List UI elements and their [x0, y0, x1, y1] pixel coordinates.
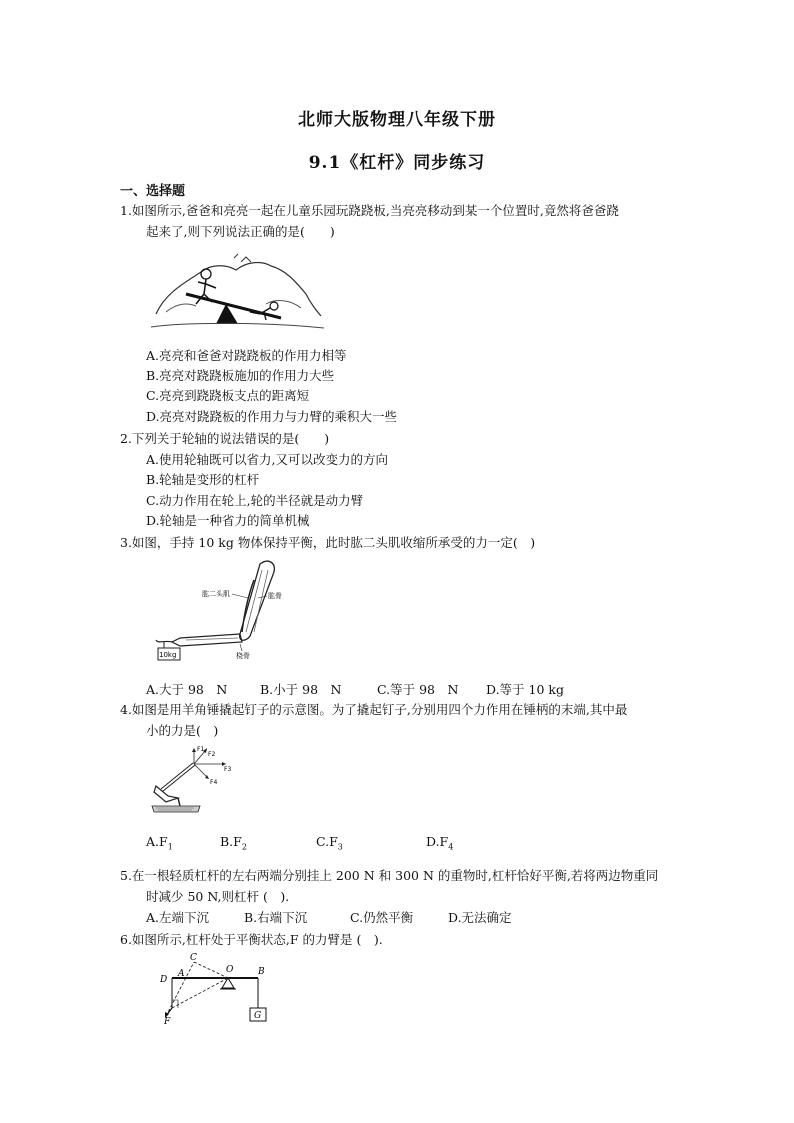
- weight-label: 10kg: [159, 651, 177, 659]
- question-5-option-c: C.仍然平衡: [350, 910, 414, 925]
- question-4-option-d: $D.F_4$: [426, 834, 454, 852]
- f1-label: F1: [197, 746, 205, 753]
- muscle-label: 肱二头肌: [202, 590, 230, 598]
- question-5-option-a: A.左端下沉: [146, 910, 210, 925]
- question-4-line1: 4.如图是用羊角锤撬起钉子的示意图。为了撬起钉子,分别用四个力作用在锤柄的末端,其中最: [120, 702, 628, 717]
- question-1-option-d: D.亮亮对跷跷板的作用力与力臂的乘积大一些: [146, 409, 398, 424]
- question-4-option-c: $C.F_3$: [316, 834, 343, 852]
- question-4-option-b: $B.F_2$: [220, 834, 247, 852]
- question-1-line1: 1.如图所示,爸爸和亮亮一起在儿童乐园玩跷跷板,当亮亮移动到某一个位置时,竟然将爸爸跷: [120, 203, 619, 218]
- question-1: [120, 200, 720, 242]
- document-title: 北师大版物理八年级下册: [298, 110, 496, 130]
- point-a-label: A: [178, 969, 185, 979]
- section-heading: 一、选择题: [120, 184, 186, 199]
- question-2: [120, 428, 720, 449]
- question-1-option-b: B.亮亮对跷跷板施加的作用力大些: [146, 368, 335, 383]
- question-2-option-a: A.使用轮轴既可以省力,又可以改变力的方向: [146, 452, 388, 467]
- point-c-label: C: [190, 953, 197, 963]
- point-b-label: B: [258, 967, 265, 977]
- question-3: [120, 532, 720, 553]
- question-2-option-c: C.动力作用在轮上,轮的半径就是动力臂: [146, 493, 364, 508]
- question-2-line1: 2.下列关于轮轴的说法错误的是( ): [120, 431, 330, 446]
- question-2-option-d: D.轮轴是一种省力的简单机械: [146, 513, 310, 528]
- radius-label: 桡骨: [236, 652, 250, 660]
- question-1-option-a: A.亮亮和爸爸对跷跷板的作用力相等: [146, 348, 347, 363]
- question-5-line1: 5.在一根轻质杠杆的左右两端分别挂上 200 N 和 300 N 的重物时,杠杆恰好平衡,若将两边物重同: [120, 868, 659, 883]
- f3-label: F3: [224, 766, 232, 773]
- question-4-line2: 小的力是( ): [146, 723, 219, 738]
- point-o-label: O: [226, 965, 234, 975]
- question-6-line1: 6.如图所示,杠杆处于平衡状态,F 的力臂是 ( ).: [120, 932, 383, 947]
- lever-figure: [158, 952, 274, 1026]
- force-f-label: F: [164, 1017, 171, 1026]
- question-4-option-a: $A.F_1$: [146, 834, 173, 852]
- point-d-label: D: [160, 975, 168, 985]
- seesaw-figure: [146, 252, 326, 332]
- question-5-option-d: D.无法确定: [448, 910, 512, 925]
- question-3-option-c: C.等于 98 N: [377, 682, 459, 697]
- humerus-label: 肱骨: [268, 592, 282, 600]
- question-1-line2: 起来了,则下列说法正确的是( ): [146, 224, 335, 239]
- question-6: [120, 929, 720, 950]
- question-5: [120, 865, 720, 907]
- arm-figure: [150, 556, 320, 664]
- question-4: [120, 699, 720, 741]
- f4-label: F4: [210, 779, 218, 786]
- question-3-option-a: A.大于 98 N: [146, 682, 228, 697]
- weight-g-label: G: [254, 1011, 262, 1021]
- question-5-option-b: B.右端下沉: [244, 910, 308, 925]
- hammer-figure: [150, 744, 240, 814]
- f2-label: F2: [208, 751, 216, 758]
- question-3-line1: 3.如图，手持 10 kg 物体保持平衡，此时肱二头肌收缩所承受的力一定( ): [120, 535, 536, 550]
- question-1-option-c: C.亮亮到跷跷板支点的距离短: [146, 388, 310, 403]
- question-3-option-b: B.小于 98 N: [260, 682, 342, 697]
- question-3-option-d: D.等于 10 kg: [486, 682, 564, 697]
- question-2-option-b: B.轮轴是变形的杠杆: [146, 472, 260, 487]
- question-5-line2: 时减少 50 N,则杠杆 ( ).: [146, 889, 290, 904]
- document-subtitle: 9.1《杠杆》同步练习: [308, 153, 486, 173]
